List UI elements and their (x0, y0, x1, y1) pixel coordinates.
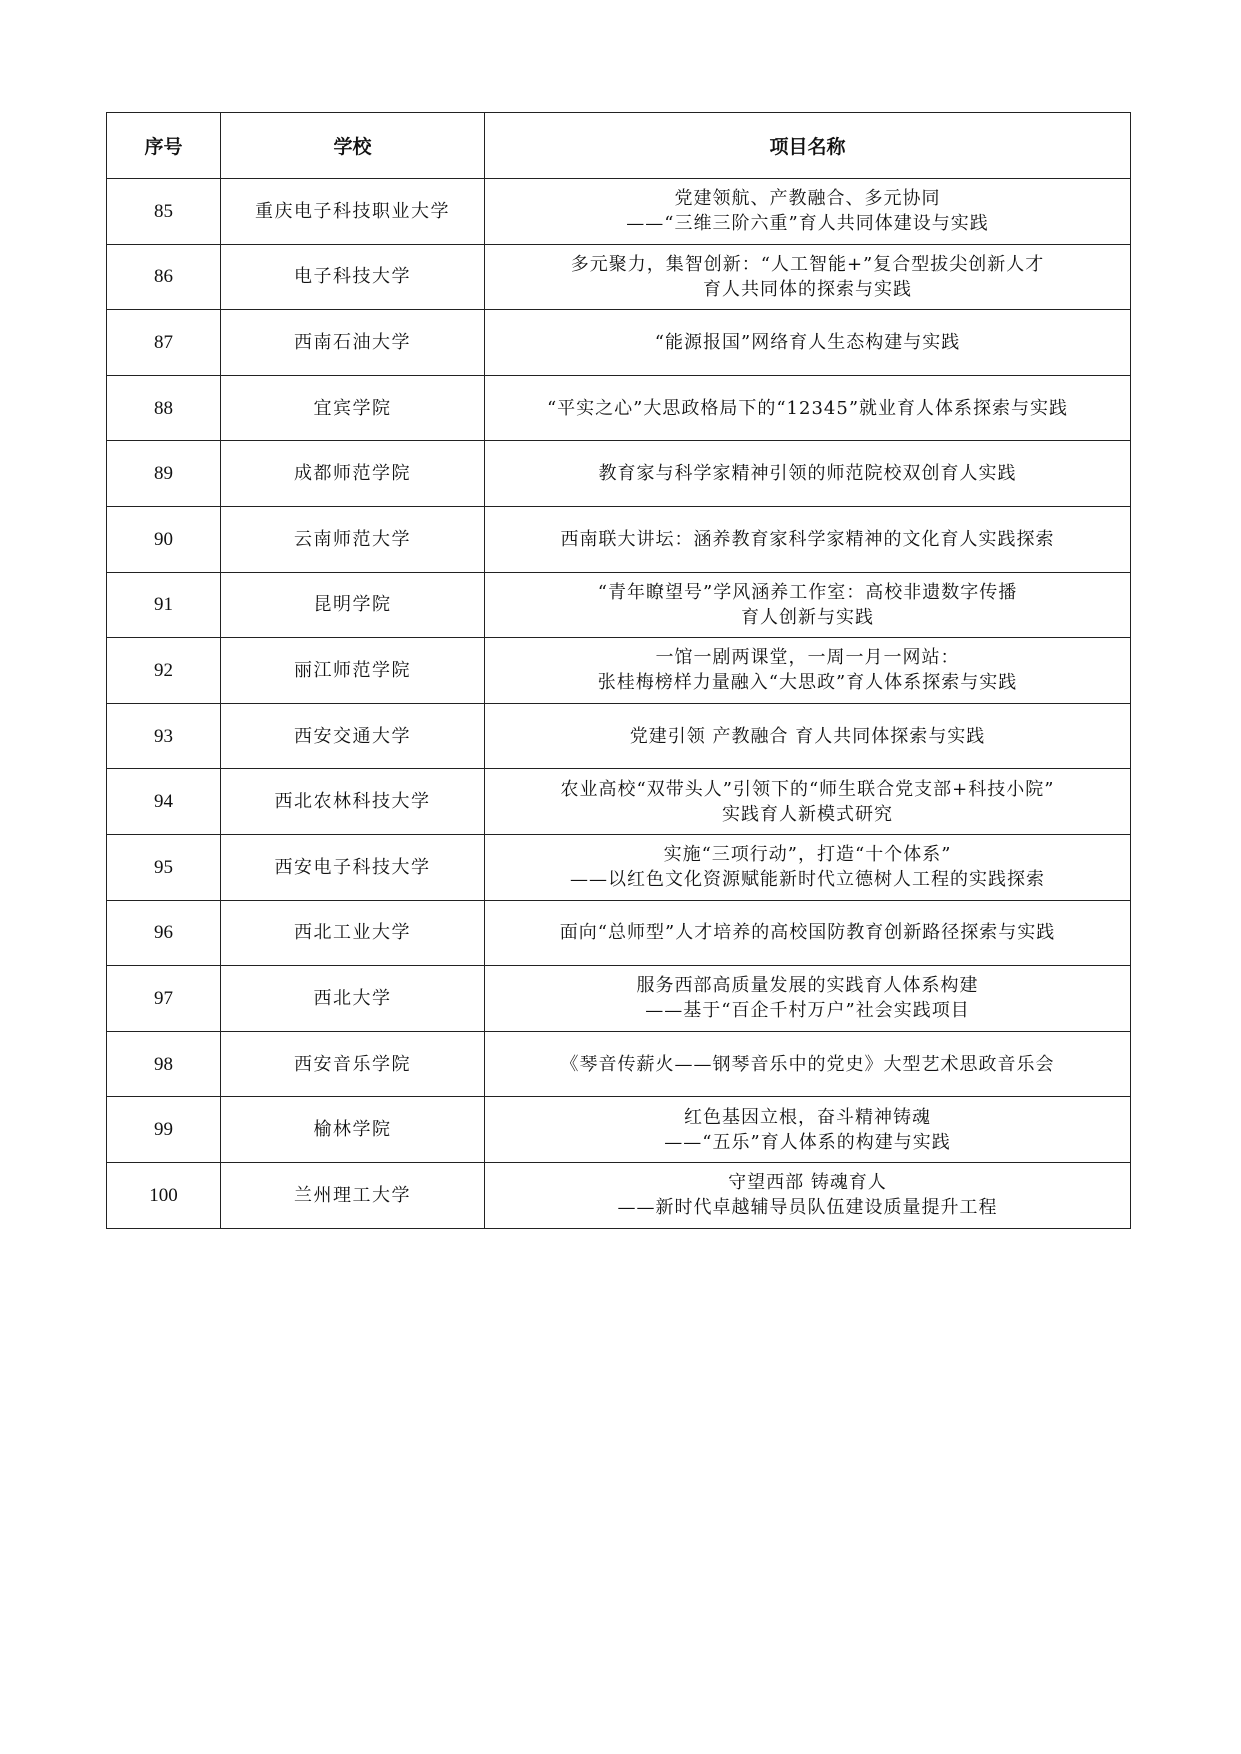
project-name-cell (485, 769, 1131, 835)
school-cell: 昆明学院 (221, 572, 485, 638)
table-row (107, 244, 1131, 310)
table-header (107, 113, 1131, 179)
project-name-line: 守望西部 铸魂育人 (728, 1172, 887, 1194)
table-row (107, 572, 1131, 638)
project-name-line: 服务西部高质量发展的实践育人体系构建 (636, 975, 979, 997)
project-name-line: “平实之心”大思政格局下的“12345”就业育人体系探索与实践 (546, 397, 1069, 419)
project-name-cell (485, 441, 1131, 507)
serial-number-cell: 98 (107, 1031, 221, 1097)
project-name-line: 党建引领 产教融合 育人共同体探索与实践 (629, 725, 986, 747)
project-name-cell (485, 1162, 1131, 1228)
serial-number-cell: 86 (107, 244, 221, 310)
school-cell: 宜宾学院 (221, 375, 485, 441)
school-cell: 榆林学院 (221, 1097, 485, 1163)
table-body (107, 179, 1131, 1229)
project-name-line: 一馆一剧两课堂，一周一月一网站： (655, 647, 960, 669)
project-name-line: 多元聚力，集智创新：“人工智能+”复合型拔尖创新人才 (570, 253, 1045, 275)
school-cell: 西安交通大学 (221, 703, 485, 769)
project-name-cell (485, 179, 1131, 245)
header-school: 学校 (221, 113, 485, 179)
school-cell: 云南师范大学 (221, 506, 485, 572)
school-cell: 西安电子科技大学 (221, 834, 485, 900)
project-name-cell (485, 506, 1131, 572)
header-row (107, 113, 1131, 179)
serial-number-cell: 91 (107, 572, 221, 638)
table-row (107, 1031, 1131, 1097)
project-name-cell (485, 834, 1131, 900)
project-name-cell (485, 1031, 1131, 1097)
project-name-line: 张桂梅榜样力量融入“大思政”育人体系探索与实践 (597, 672, 1018, 694)
table-row (107, 179, 1131, 245)
project-list-table-container (106, 112, 1130, 1229)
school-cell: 重庆电子科技职业大学 (221, 179, 485, 245)
serial-number-cell: 89 (107, 441, 221, 507)
project-name-cell (485, 1097, 1131, 1163)
school-cell: 西北工业大学 (221, 900, 485, 966)
school-cell: 西安音乐学院 (221, 1031, 485, 1097)
serial-number-cell: 92 (107, 638, 221, 704)
project-name-line: 实践育人新模式研究 (722, 803, 893, 825)
serial-number-cell: 99 (107, 1097, 221, 1163)
header-serial-number: 序号 (107, 113, 221, 179)
project-name-line: 《琴音传薪火——钢琴音乐中的党史》大型艺术思政音乐会 (560, 1053, 1055, 1075)
project-name-cell (485, 900, 1131, 966)
project-name-line: 面向“总师型”人才培养的高校国防教育创新路径探索与实践 (559, 922, 1056, 944)
project-name-cell (485, 572, 1131, 638)
school-cell: 丽江师范学院 (221, 638, 485, 704)
project-name-line: ——“三维三阶六重”育人共同体建设与实践 (626, 213, 989, 235)
school-cell: 兰州理工大学 (221, 1162, 485, 1228)
school-cell: 西北农林科技大学 (221, 769, 485, 835)
project-name-line: 育人共同体的探索与实践 (703, 278, 912, 300)
table-row (107, 900, 1131, 966)
table-row (107, 310, 1131, 376)
project-name-line: 实施“三项行动”，打造“十个体系” (663, 844, 952, 866)
table-row (107, 1162, 1131, 1228)
table-row (107, 966, 1131, 1032)
table-row (107, 506, 1131, 572)
project-name-line: 农业高校“双带头人”引领下的“师生联合党支部+科技小院” (560, 778, 1055, 800)
project-name-line: ——以红色文化资源赋能新时代立德树人工程的实践探索 (570, 869, 1045, 891)
project-name-line: ——基于“百企千村万户”社会实践项目 (645, 1000, 970, 1022)
serial-number-cell: 95 (107, 834, 221, 900)
school-cell: 电子科技大学 (221, 244, 485, 310)
school-cell: 西南石油大学 (221, 310, 485, 376)
project-list-table (106, 112, 1131, 1229)
project-name-line: ——“五乐”育人体系的构建与实践 (664, 1131, 951, 1153)
serial-number-cell: 96 (107, 900, 221, 966)
table-row (107, 769, 1131, 835)
serial-number-cell: 94 (107, 769, 221, 835)
project-name-cell (485, 703, 1131, 769)
serial-number-cell: 100 (107, 1162, 221, 1228)
project-name-cell (485, 375, 1131, 441)
serial-number-cell: 88 (107, 375, 221, 441)
school-cell: 成都师范学院 (221, 441, 485, 507)
project-name-line: “能源报国”网络育人生态构建与实践 (654, 331, 961, 353)
serial-number-cell: 85 (107, 179, 221, 245)
table-row (107, 834, 1131, 900)
project-name-cell (485, 638, 1131, 704)
serial-number-cell: 90 (107, 506, 221, 572)
serial-number-cell: 87 (107, 310, 221, 376)
table-row (107, 638, 1131, 704)
project-name-cell (485, 966, 1131, 1032)
project-name-line: “青年瞭望号”学风涵养工作室：高校非遗数字传播 (597, 581, 1018, 603)
project-name-line: 党建领航、产教融合、多元协同 (674, 188, 941, 210)
project-name-line: 教育家与科学家精神引领的师范院校双创育人实践 (598, 463, 1017, 485)
serial-number-cell: 93 (107, 703, 221, 769)
table-row (107, 1097, 1131, 1163)
serial-number-cell: 97 (107, 966, 221, 1032)
project-name-line: 育人创新与实践 (741, 606, 874, 628)
table-row (107, 703, 1131, 769)
project-name-line: ——新时代卓越辅导员队伍建设质量提升工程 (617, 1197, 998, 1219)
table-row (107, 441, 1131, 507)
project-name-line: 红色基因立根，奋斗精神铸魂 (684, 1106, 931, 1128)
project-name-line: 西南联大讲坛：涵养教育家科学家精神的文化育人实践探索 (560, 528, 1055, 550)
school-cell: 西北大学 (221, 966, 485, 1032)
table-row (107, 375, 1131, 441)
header-project-name: 项目名称 (485, 113, 1131, 179)
project-name-cell (485, 310, 1131, 376)
project-name-cell (485, 244, 1131, 310)
